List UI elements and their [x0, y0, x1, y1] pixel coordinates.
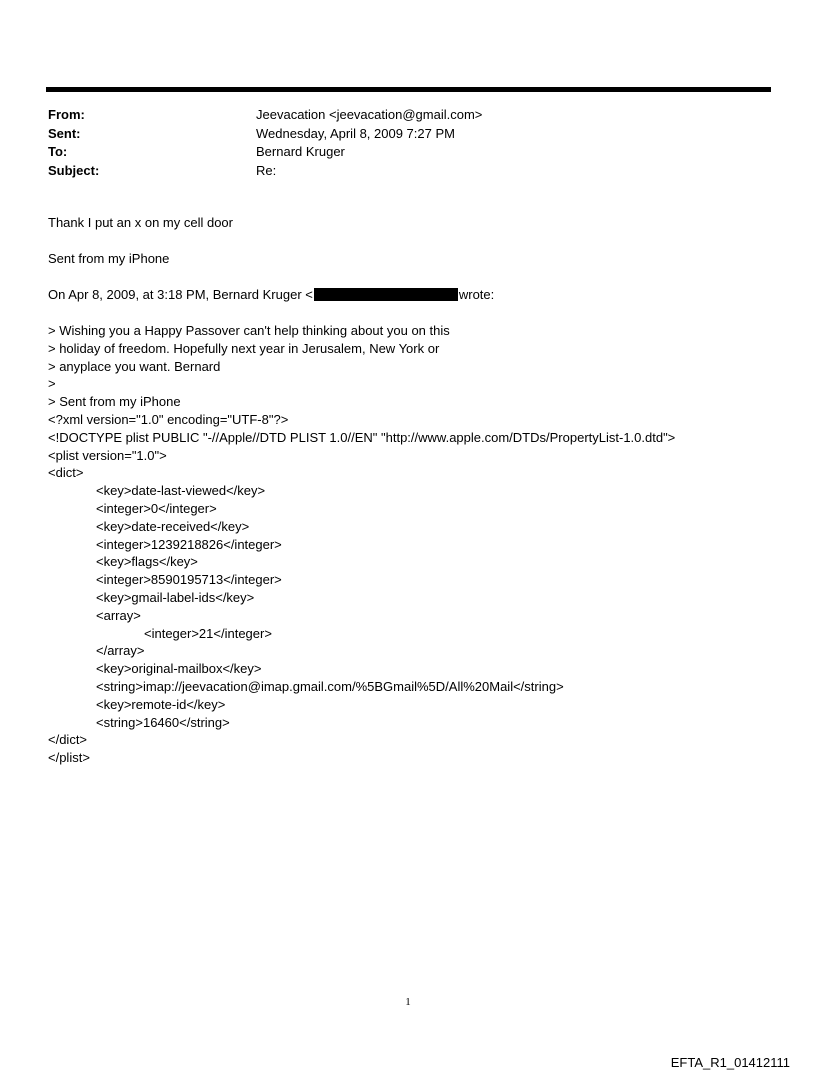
email-header — [48, 106, 482, 180]
plist-line: </array> — [96, 643, 145, 659]
from-value: Jeevacation <jeevacation@gmail.com> — [256, 107, 483, 122]
plist-line: <key>gmail-label-ids</key> — [96, 589, 255, 605]
plist-line: <key>flags</key> — [96, 554, 198, 570]
quote-line: > Sent from my iPhone — [48, 394, 181, 410]
page-number: 1 — [405, 996, 411, 1008]
quote-line: > Wishing you a Happy Passover can't help thinking about you on this — [48, 323, 450, 338]
plist-line: </plist> — [48, 750, 90, 766]
quoted-text — [48, 322, 788, 767]
quote-line: > — [48, 376, 56, 392]
plist-line: <integer>0</integer> — [96, 500, 217, 516]
body-line: Thank I put an x on my cell door — [48, 215, 233, 230]
plist-line: <integer>1239218826</integer> — [96, 536, 282, 552]
attribution-line — [48, 286, 788, 304]
plist-line: <dict> — [48, 465, 84, 481]
subject-value: Re: — [256, 162, 277, 178]
plist-line: <string>imap://jeevacation@imap.gmail.com/%5BGmail%5D/All%20Mail</string> — [96, 678, 564, 694]
plist-line: </dict> — [48, 732, 88, 748]
redaction-box — [314, 288, 458, 301]
to-label: To: — [48, 144, 68, 159]
quote-line: > anyplace you want. Bernard — [48, 358, 221, 374]
sent-value: Wednesday, April 8, 2009 7:27 PM — [256, 125, 455, 141]
sent-row — [48, 125, 482, 144]
to-row — [48, 143, 482, 162]
plist-line: <key>original-mailbox</key> — [96, 661, 262, 677]
from-row — [48, 106, 482, 125]
subject-label: Subject: — [48, 162, 100, 178]
plist-line: <array> — [96, 607, 141, 623]
attribution-wrote: wrote: — [458, 287, 495, 302]
attribution-text: On Apr 8, 2009, at 3:18 PM, Bernard Kruger < — [48, 287, 313, 302]
from-label: From: — [48, 107, 85, 122]
plist-line: <string>16460</string> — [96, 714, 230, 730]
plist-line: <integer>8590195713</integer> — [96, 572, 282, 588]
plist-line: <key>date-received</key> — [96, 518, 250, 534]
sent-label: Sent: — [48, 125, 81, 141]
plist-line: <integer>21</integer> — [144, 625, 272, 641]
plist-line: <key>date-last-viewed</key> — [96, 483, 266, 499]
plist-line: <key>remote-id</key> — [96, 696, 226, 712]
header-rule — [46, 87, 771, 92]
plist-line: <?xml version="1.0" encoding="UTF-8"?> — [48, 411, 289, 427]
plist-line: <plist version="1.0"> — [48, 447, 167, 463]
document-id: EFTA_R1_01412111 — [670, 1055, 790, 1070]
email-body — [48, 214, 788, 767]
signature-line: Sent from my iPhone — [48, 251, 170, 266]
plist-line: <!DOCTYPE plist PUBLIC "-//Apple//DTD PLIST 1.0//EN" "http://www.apple.com/DTDs/PropertyList-1.0.dtd"> — [48, 429, 676, 445]
subject-row — [48, 162, 482, 181]
quote-line: > holiday of freedom. Hopefully next year in Jerusalem, New York or — [48, 340, 440, 356]
to-value: Bernard Kruger — [256, 144, 345, 159]
